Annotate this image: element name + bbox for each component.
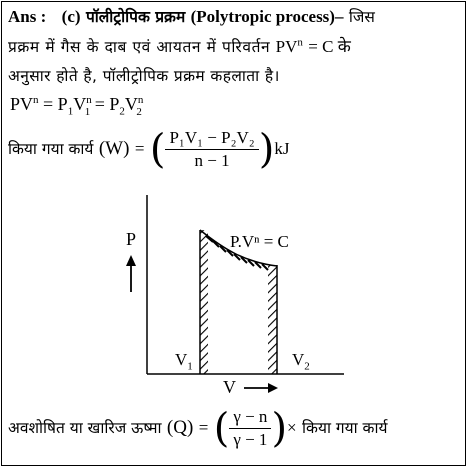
- heat-denominator: γ − 1: [233, 430, 268, 449]
- v1-label: $V_1$: [175, 350, 193, 373]
- equals-c: = C के: [308, 37, 351, 56]
- v1-boundary-hatch: [200, 230, 208, 374]
- polytropic-equation: $PV^n = P_1V^n_1 = P_2V^n_2$: [10, 94, 144, 118]
- term-hindi: पॉलीट्रोपिक प्रक्रम: [85, 8, 186, 26]
- work-numerator: P₁V₁ − P₂V₂: [165, 128, 258, 150]
- work-equals: =: [134, 139, 145, 158]
- heat-label: अवशोषित या खारिज ऊष्मा: [8, 419, 162, 437]
- ans-label: Ans :: [8, 7, 47, 26]
- work-unit: kJ: [274, 139, 290, 158]
- work-label: किया गया कार्य: [8, 140, 94, 158]
- work-done-equation: किया गया कार्य (W) = ( $\frac{\text{P₁V₁ − P₂V₂}}{n - 1}$ )kJ: [8, 126, 290, 173]
- heat-equals: =: [198, 418, 209, 437]
- option-label: (c): [61, 7, 81, 26]
- heat-fraction: [229, 407, 271, 450]
- pv-term: $PV^n$: [275, 36, 303, 56]
- heat-tail: किया गया कार्य: [302, 419, 388, 437]
- p-axis-label: P: [126, 229, 137, 249]
- curve-label: P.Vⁿ = C: [230, 232, 289, 251]
- dash: –: [334, 7, 344, 26]
- work-symbol: (W): [98, 138, 130, 159]
- v-axis-label: V: [223, 377, 236, 397]
- heat-equation: अवशोषित या खारिज ऊष्मा (Q) = ( $\frac{\gamma - n}{\gamma - 1}$ )× किया गया कार्य: [8, 405, 388, 452]
- line1-tail: जिस: [348, 8, 375, 26]
- v2-label: $V_2$: [292, 350, 310, 373]
- times-sign: ×: [287, 418, 297, 437]
- answer-line-3: अनुसार होते है, पॉलीट्रोपिक प्रक्रम कहलाता है।: [8, 67, 280, 85]
- work-denominator: n − 1: [194, 151, 230, 170]
- heat-numerator: γ − n: [229, 407, 271, 429]
- term-english: (Polytropic process): [190, 7, 335, 26]
- heat-symbol: (Q): [166, 417, 194, 438]
- v2-boundary-hatch: [268, 265, 277, 374]
- line2-text: प्रक्रम में गैस के दाब एवं आयतन में परिवर्तन: [8, 38, 271, 56]
